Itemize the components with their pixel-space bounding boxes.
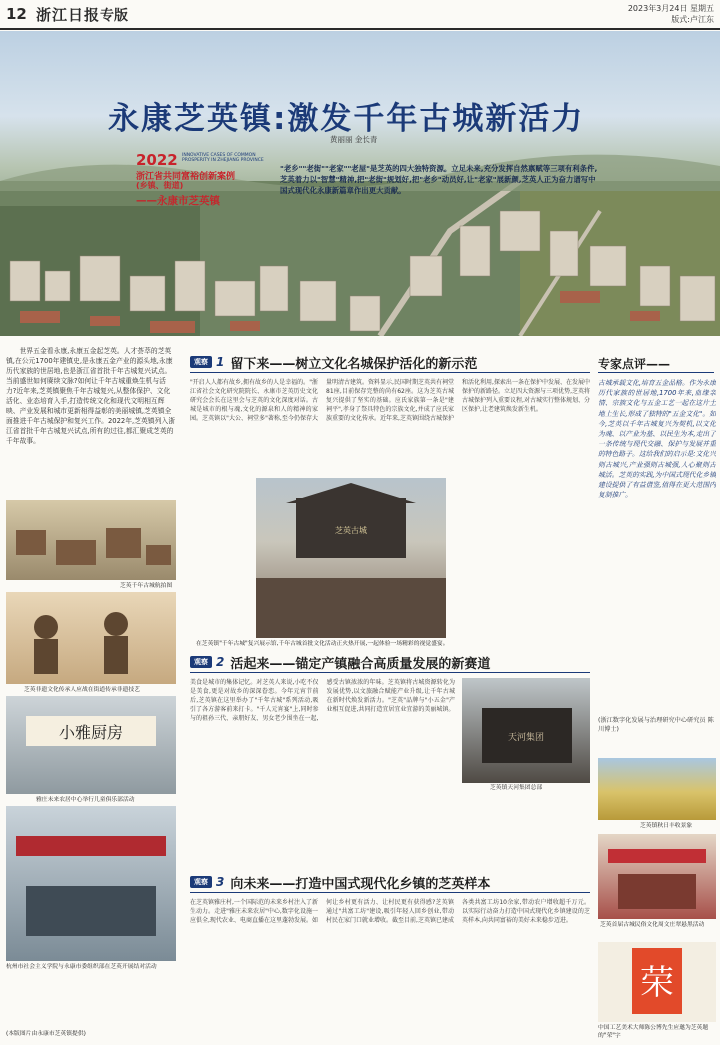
newspaper-masthead: 浙江日报 (36, 6, 101, 24)
expert-author: (浙江数字化发展与治理研究中心研究员 陈川博士) (598, 717, 714, 733)
hero-aerial-photo (0, 31, 720, 336)
section-2-tag: 观察 (190, 656, 212, 668)
ancient-city-festival-photo (256, 478, 446, 638)
section-2-number: 2 (216, 655, 225, 669)
section-2-body: 美食是城市的集体记忆。对芝英人来说,小吃不仅是美食,更是对故乡的深深眷恋。今年元宵节前后,芝英镇在这里举办了"千年古城"系列活动,吸引了各方游客前来打卡。"千人元宵宴"上,同时参与的祖孙三代、亲朋好友、男女老少围坐在一起,感受古镇浓浓的年味。芝英镇将古城资源转化为发展优势,以文旅融合赋能产业升级,让千年古城在新时代焕发新活力。"芝英"品牌与"小五金"产业相互促进,共同打造宜居宜业宜游的美丽城镇。 (190, 679, 455, 722)
calligraphy-photo (598, 942, 716, 1022)
expert-rule (598, 372, 714, 373)
award-badge (132, 151, 270, 207)
badge-subtitle: (乡镇、街道) (136, 181, 184, 190)
expert-body: 古城承载文化,培育五金品格。作为永康历代家族的世居地,1700年来,血缘亲情、宗族文化与五金工艺一起在这片土地上生长,形成了独特的"五金文化"。如今,芝英以千年古城复兴为契机,以文化为魂、以产业为基、以民生为本,走出了一条传统与现代交融、保护与发展并重的特色路子。这给我们的启示是:文化兴则古城兴,产业强则古城强,人心聚则古城活。芝英的实践,为中国式现代化乡镇建设提供了有益借鉴,值得在更大范围内复制推广。 (598, 379, 716, 500)
section-3-number: 3 (216, 875, 225, 889)
section-2-heading (190, 654, 490, 670)
caption-party-exchange: 杭州市社会主义学院与永康市委组织部在芝英开展结对活动 (6, 964, 157, 970)
svg-text:天河集团: 天河集团 (507, 733, 545, 743)
harvest-photo (598, 758, 716, 820)
caption-heritage-craft: 芝英非遗文化传承人应战在街道传承非遗技艺 (24, 687, 140, 693)
section-3-rule (190, 892, 590, 893)
section-3-title: 向未来——打造中国式现代化乡镇的芝英样本 (230, 876, 491, 892)
badge-year: 2022 (136, 151, 178, 169)
section-1-tag: 观察 (190, 356, 212, 368)
svg-text:芝英古城: 芝英古城 (335, 526, 367, 535)
svg-text:小雅厨房: 小雅厨房 (58, 723, 124, 742)
issue-info (628, 3, 714, 25)
caption-festival: 在芝英镇"千年古城"复兴展示馆,千年古城首批文化活动正火热开展,一起体验一场精彩的视觉盛宴。 (196, 641, 449, 647)
caption-calligraphy: 中国工艺美术大师陈公博先生应邀为芝英题的"荣"字 (598, 1025, 709, 1039)
party-exchange-photo (6, 806, 176, 961)
byline: 黄丽丽 金长青 (330, 135, 378, 144)
caption-folk-culture: 芝英首届古城民俗文化周文庄翠悬黑活动 (600, 922, 705, 928)
section-1-title: 留下来——树立文化名城保护活化的新示范 (230, 356, 478, 372)
heritage-craft-photo (6, 592, 176, 684)
section-3-body: 在芝英镇雅庄村,一个国际范的未来乡村注入了新生动力。走进"雅庄未来农居"中心,数字化设施一应俱全,现代农业、电商直播在这里蓬勃发展。如何让乡村更有活力、让村民更有获得感?芝英镇通过"共富工坊"建设,吸引年轻人回乡创业,带动村民在家门口就业增收。截至目前,芝英镇已建成各类共富工坊10余家,带动农户增收超千万元。以实际行动奋力打造中国式现代化乡镇建设的芝英样本,向共同富裕的美好未来稳步迈进。 (190, 899, 590, 924)
aerial-ancient-town-photo (6, 500, 176, 580)
badge-town: ——永康市芝英镇 (136, 195, 220, 207)
section-1-body: "开启人人都有故乡,拥有故乡的人是幸福的。"浙江省社会文化研究院院长、永康市芝英历史文化研究会会长在这里会与芝英的文化深度对话。古城是城市的根与魂,文化的源泉和人的精神的家园。芝英镇以"大公、祠堂多"著称,至今仍保存大量明清古建筑。资料显示,民国时期芝英共有祠堂81座,目前保存完整的尚有62座。这为芝英古城复兴提供了坚实的基础。应氏家族第一条是"建祠平",孝身了祭具特色的宗族文化,并成了应氏家族重要的文化传承。近年来,芝英镇围绕古城保护和活化利用,探索出一条在保护中发展、在发展中保护的新路径。立足四大资源与三项优势,芝英将古城保护列入重要议程,对古城实行整体规划、分区保护,让老建筑焕发新生机。 (190, 379, 590, 422)
issue-date: 2023年3月24日 星期五 (627, 4, 714, 13)
layout-editor: 版式:卢江东 (671, 15, 714, 24)
page-header (0, 0, 720, 30)
photo-credit: (本版图片由永康市芝英镇提供) (6, 1031, 86, 1037)
intro-text: 世界五金看永康,永康五金起芝英。人才荟萃的芝英镇,在公元1700年建镇史,是永康五金产业的源头地,永康历代家族的世居地,也是浙江省首批千年古城复兴试点。当前盛世如何赓续文脉?如何让千年古城重焕生机与活力?近年来,芝英镇聚焦千年古城复兴,从整体保护、文化活化、业态培育入手,打造传统文化和现代文明相互辉映、产业发展和城市更新相得益彰的美丽城镇,芝英镇全面推进千年古城保护和复兴工作。2022年,芝英镇列入浙江省首批千年古城复兴试点,所有的过往,都汇聚成芝英的千年故事。 (6, 347, 175, 445)
section-1-heading (190, 354, 477, 370)
lead-paragraph: "老乡""老街""老家""老屋"是芝英的四大独特资源。立足未来,充分发挥自然禀赋等三项有利条件,芝英着力以"智慧"精神,把"老街"规划好,把"老乡"动员好,让"老家"展新颜,芝英人正为奋力谱写中国式现代化永康新篇章作出更大贡献。 (280, 164, 598, 195)
caption-harvest: 芝英镇秋日丰收景象 (640, 823, 693, 829)
section-label: 专版 (100, 8, 128, 24)
section-3-heading (190, 874, 490, 890)
badge-title: 浙江省共同富裕创新案例 (136, 172, 236, 182)
caption-tianhe: 芝英镇天河集团总部 (490, 785, 543, 791)
expert-heading: 专家点评—— (598, 357, 671, 371)
caption-ancient-town: 芝英千年古城航拍图 (120, 583, 173, 589)
page-number: 12 (6, 5, 27, 23)
tianhe-group-photo (462, 678, 590, 783)
svg-text:荣: 荣 (640, 963, 674, 1003)
section-1-number: 1 (216, 355, 225, 369)
badge-english: INNOVATIVE CASES OF COMMON PROSPERITY IN ZHEJIANG PROVINCE (182, 153, 264, 163)
folk-culture-photo (598, 834, 716, 919)
section-3-tag: 观察 (190, 876, 212, 888)
section-2-rule (190, 672, 590, 673)
caption-children-activity: 雅庄未来农居中心举行儿童俱乐部活动 (36, 797, 135, 803)
section-1-rule (190, 372, 590, 373)
section-2-title: 活起来——锚定产镇融合高质量发展的新赛道 (230, 656, 491, 672)
feature-headline: 永康芝英镇:激发千年古城新活力 (108, 101, 585, 137)
children-activity-photo (6, 696, 176, 794)
